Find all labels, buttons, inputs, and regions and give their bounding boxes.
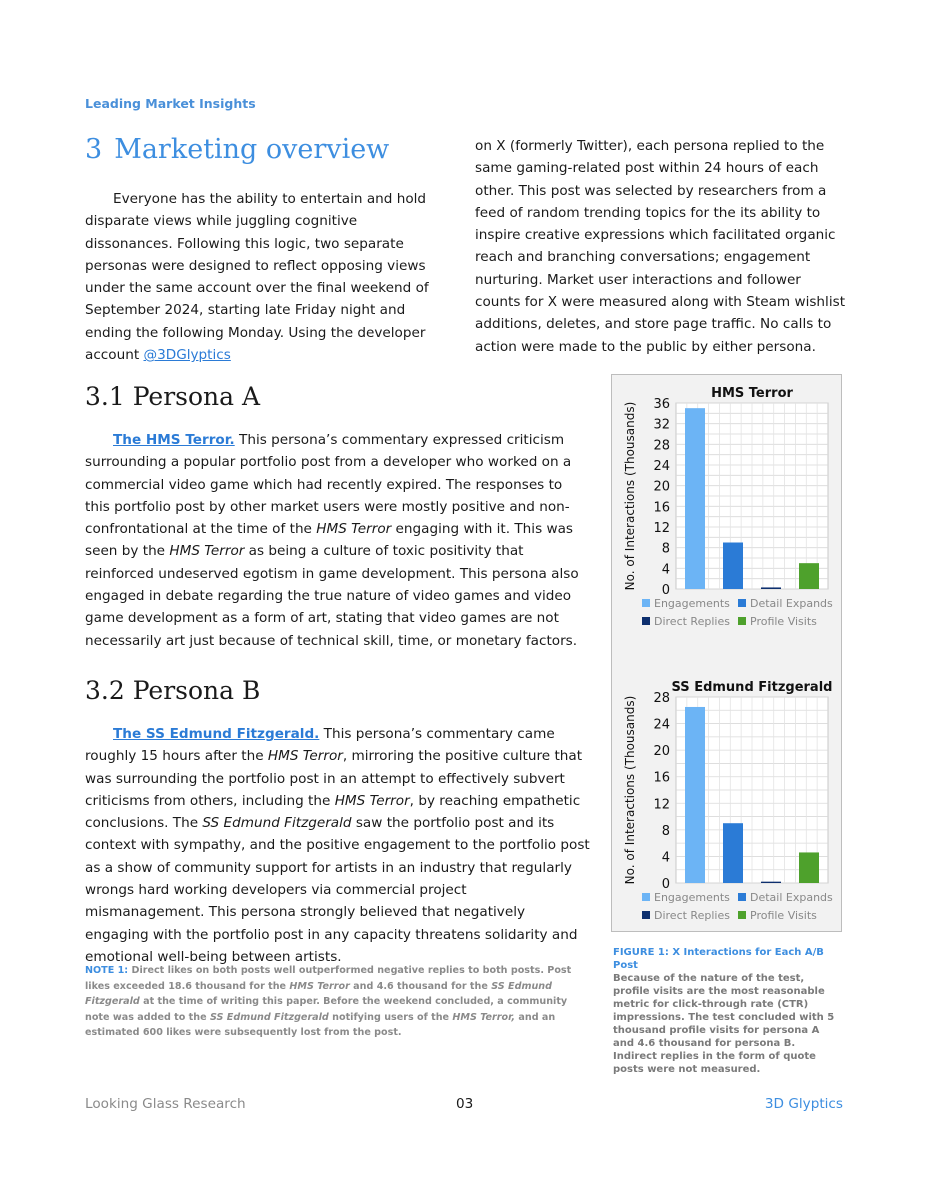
text: Direct likes on both posts well outperformed negative replies to both posts. Post likes exceeded 18.6 thousand for the	[85, 965, 572, 992]
persona-b-paragraph	[85, 723, 590, 968]
y-tick-label: 12	[653, 797, 670, 813]
bar-detail-expands	[723, 543, 743, 590]
italic-name: HMS Terror,	[452, 1011, 516, 1023]
text: and an estimated 600 likes were subsequently lost from the post.	[85, 1011, 556, 1038]
italic-name: SS Edmund Fitzgerald	[85, 980, 552, 1007]
footer-left: Looking Glass Research	[85, 1096, 246, 1112]
legend-swatch	[738, 617, 746, 625]
persona-a-link[interactable]: The HMS Terror.	[113, 432, 235, 448]
y-tick-label: 8	[661, 823, 670, 839]
legend-swatch	[642, 617, 650, 625]
bar-profile-visits	[799, 563, 819, 589]
y-axis-label: No. of Interactions (Thousands)	[623, 401, 637, 591]
bar-direct-replies	[761, 587, 781, 589]
italic-name: HMS Terror	[334, 792, 410, 809]
text: This persona’s commentary expressed criticism surrounding a popular portfolio post from a developer who worked on a commercial video game which had recently expired. The responses to this portfolio post by other market users were mostly positive and non-confrontational at the time of the	[85, 432, 572, 538]
legend-label: Profile Visits	[750, 615, 817, 628]
y-axis-label: No. of Interactions (Thousands)	[623, 695, 637, 885]
y-tick-label: 0	[661, 877, 670, 892]
y-tick-label: 16	[653, 500, 670, 516]
intro-paragraph	[85, 188, 429, 366]
text: , by reaching empathetic conclusions. The	[85, 792, 581, 832]
figure-caption-title: FIGURE 1: X Interactions for Each A/B Post	[613, 947, 824, 971]
header-tag: Leading Market Insights	[85, 96, 256, 111]
chart-title: HMS Terror	[711, 386, 793, 401]
legend-label: Engagements	[654, 597, 730, 610]
bar-direct-replies	[761, 882, 781, 883]
y-tick-label: 4	[661, 562, 670, 578]
figure-charts-panel	[611, 374, 842, 932]
section-number: 3	[85, 134, 103, 165]
bar-detail-expands	[723, 823, 743, 883]
y-tick-label: 24	[653, 459, 670, 474]
developer-handle-link[interactable]: @3DGlyptics	[143, 347, 231, 364]
text: and 4.6 thousand for the	[349, 980, 492, 992]
y-tick-label: 28	[653, 438, 670, 454]
y-tick-label: 20	[653, 479, 670, 495]
y-tick-label: 32	[653, 417, 670, 433]
italic-name: HMS Terror	[289, 980, 350, 992]
persona-b-link[interactable]: The SS Edmund Fitzgerald.	[113, 726, 320, 742]
figure-caption	[613, 946, 841, 1076]
section-heading	[85, 134, 389, 165]
text: This persona’s commentary came roughly 15 hours after the	[85, 726, 555, 765]
legend-label: Detail Expands	[750, 597, 833, 610]
y-tick-label: 20	[653, 744, 670, 760]
legend-label: Profile Visits	[750, 909, 817, 922]
legend-label: Direct Replies	[654, 909, 730, 922]
note-1	[85, 963, 577, 1041]
legend-swatch	[642, 911, 650, 919]
legend-label: Direct Replies	[654, 615, 730, 628]
bar-engagements	[685, 408, 705, 589]
legend-swatch	[738, 599, 746, 607]
text: at the time of writing this paper. Before the weekend concluded, a community note was added to the	[85, 996, 568, 1023]
italic-name: SS Edmund Fitzgerald	[209, 1011, 329, 1023]
bar-profile-visits	[799, 852, 819, 883]
bar-engagements	[685, 707, 705, 883]
y-tick-label: 0	[661, 583, 670, 598]
page-number: 03	[456, 1096, 474, 1112]
footer-right: 3D Glyptics	[764, 1096, 843, 1112]
legend-swatch	[738, 893, 746, 901]
note-label: NOTE 1:	[85, 965, 129, 976]
y-tick-label: 28	[653, 691, 670, 706]
legend-label: Engagements	[654, 891, 730, 904]
figure-caption-body: Because of the nature of the test, profile visits are the most reasonable metric for click-through rate (CTR) impressions. The test concluded with 5 thousand profile visits for persona A and 4.6 thousand for persona B. Indirect replies in the form of quote posts were not measured.	[613, 973, 835, 1075]
intro-paragraph-continued: on X (formerly Twitter), each persona replied to the same gaming-related post within 24 hours of each other. This post was selected by researchers from a feed of random trending topics for the its ability to inspire creative expressions which facilitated organic reach and branching conversations; engagement nurturing. Market user interactions and follower counts for X were measured along with Steam wishlist additions, deletes, and store page traffic. No calls to action were made to the public by either persona.	[475, 138, 846, 355]
text: as being a culture of toxic positivity that reinforced undeserved egotism in game development. This persona also engaged in debate regarding the true nature of video games and video game development as a form of art, stating that video games are not necessarily art just because of technical skill, time, or monetary factors.	[85, 543, 579, 649]
italic-name: SS Edmund Fitzgerald	[202, 815, 352, 832]
persona-a-paragraph	[85, 429, 590, 652]
y-tick-label: 36	[653, 397, 670, 412]
persona-b-heading: 3.2 Persona B	[85, 676, 261, 705]
y-tick-label: 16	[653, 770, 670, 786]
y-tick-label: 4	[661, 850, 670, 866]
text: saw the portfolio post and its context with sympathy, and the positive engagement to the portfolio post as a show of community support for artists in an industry that regularly wrongs hard working developers via commercial project mismanagement. This persona strongly believed that negatively engaging with the portfolio post in any capacity threatens solidarity and emotional well-being between artists.	[85, 815, 590, 965]
intro-text: Everyone has the ability to entertain and hold disparate views while juggling cognitive dissonances. Following this logic, two separate personas were designed to reflect opposing views under the same account over the final weekend of September 2024, starting late Friday night and ending the following Monday. Using the developer account	[85, 191, 429, 364]
y-tick-label: 8	[661, 541, 670, 557]
chart-title: SS Edmund Fitzgerald	[671, 680, 833, 695]
legend-swatch	[642, 893, 650, 901]
legend-label: Detail Expands	[750, 891, 833, 904]
edmund-fitzgerald-chart	[612, 673, 841, 945]
legend-swatch	[738, 911, 746, 919]
y-tick-label: 24	[653, 717, 670, 733]
hms-terror-chart	[612, 379, 841, 651]
italic-name: HMS Terror	[267, 748, 343, 765]
italic-name: HMS Terror	[316, 521, 392, 538]
text: engaging with it. This was seen by the	[85, 521, 574, 560]
legend-swatch	[642, 599, 650, 607]
y-tick-label: 12	[653, 521, 670, 536]
text: notifying users of the	[328, 1011, 453, 1023]
section-title: Marketing overview	[114, 134, 390, 165]
persona-a-heading: 3.1 Persona A	[85, 382, 261, 411]
text: , mirroring the positive culture that was surrounding the portfolio post in an attempt to effectively subvert criticisms from others, including the	[85, 748, 583, 809]
italic-name: HMS Terror	[169, 543, 245, 560]
